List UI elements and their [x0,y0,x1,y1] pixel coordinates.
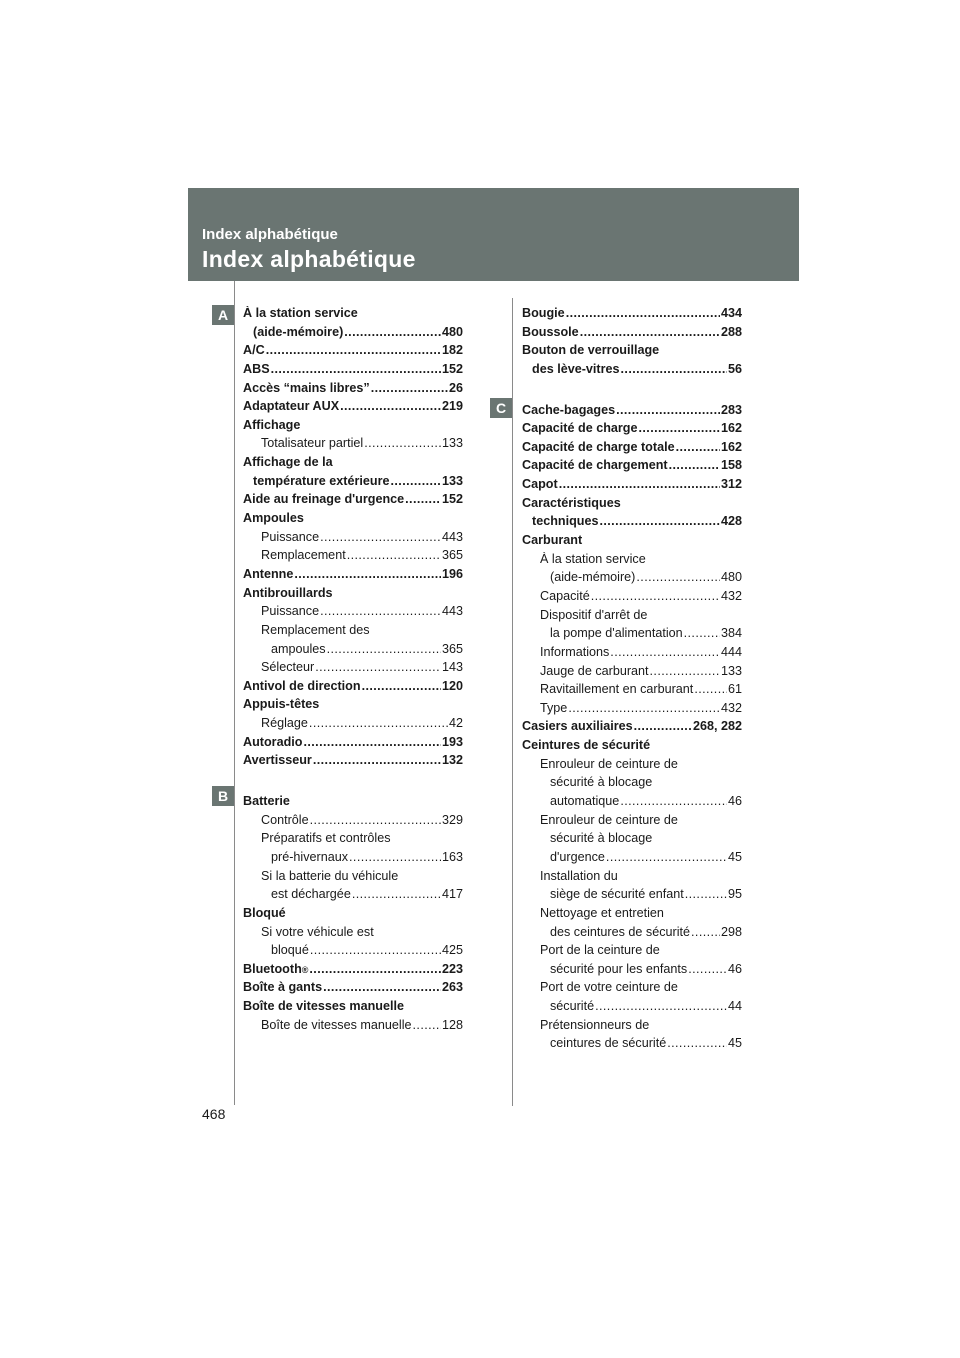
page-reference[interactable]: 133 [441,436,463,451]
page-reference[interactable]: 432 [720,588,742,603]
page-reference[interactable]: 44 [727,999,742,1014]
dot-leader [595,999,727,1013]
page-reference[interactable]: 432 [720,700,742,715]
page-reference[interactable]: 444 [720,644,742,659]
dot-leader [309,962,441,976]
index-heading [243,511,463,530]
entry-label: pré-hivernaux [271,849,349,864]
dot-leader [667,1036,727,1050]
index-subentry [522,869,742,888]
entry-label: Cache-bagages [522,402,616,417]
dot-leader [620,794,727,808]
entry-label: Bloqué [243,905,286,920]
index-heading [243,794,463,813]
entry-label: Nettoyage et entretien [540,905,664,920]
dot-leader [349,850,441,864]
entry-label: À la station service [540,551,646,566]
page-reference[interactable]: 417 [441,887,463,902]
dot-leader [266,343,441,357]
page-reference[interactable]: 56 [727,361,742,376]
page-reference[interactable]: 45 [727,1036,742,1051]
index-subentry[interactable] [522,664,742,683]
index-subentry[interactable] [522,589,742,608]
dot-leader [591,589,720,603]
index-heading[interactable] [243,325,463,344]
index-subentry [522,775,742,794]
dot-leader [691,925,720,939]
page-reference[interactable]: 329 [441,812,463,827]
index-subentry[interactable] [243,436,463,455]
entry-label: est déchargée [271,887,351,902]
index-heading[interactable] [522,514,742,533]
page-reference[interactable]: 288 [720,324,742,339]
index-subentry[interactable] [243,1018,463,1037]
entry-label: (aide-mémoire) [550,570,636,585]
dot-leader [568,701,720,715]
index-subentry [522,831,742,850]
index-subentry[interactable] [522,682,742,701]
page-reference[interactable]: 128 [441,1017,463,1032]
index-heading [522,496,742,515]
dot-leader [606,850,727,864]
index-subentry[interactable] [522,925,742,944]
index-heading[interactable] [243,735,463,754]
section-tab-a[interactable]: A [212,305,234,325]
chapter-header [188,188,799,281]
index-subentry [522,552,742,571]
dot-leader [391,474,441,488]
index-subentry [522,906,742,925]
page-reference[interactable]: 443 [441,529,463,544]
entry-label: température extérieure [253,473,390,488]
entry-label: siège de sécurité enfant [550,887,684,902]
index-heading[interactable] [243,679,463,698]
column-divider-rule [512,298,513,1106]
dot-leader [347,548,441,562]
page-number: 468 [202,1106,226,1122]
dot-leader [694,682,727,696]
dot-leader [323,980,441,994]
page-reference[interactable]: 46 [727,794,742,809]
index-subentry[interactable] [243,850,463,869]
dot-leader [669,458,720,472]
entry-label: Type [540,700,568,715]
index-subentry [522,757,742,776]
index-subentry[interactable] [522,645,742,664]
entry-label: Jauge de carburant [540,663,649,678]
dot-leader [315,660,441,674]
page-reference[interactable]: 263 [441,980,463,995]
entry-label: Sélecteur [261,660,315,675]
page-reference[interactable]: 152 [441,361,463,376]
dot-leader [294,567,441,581]
page-reference[interactable]: 443 [441,604,463,619]
dot-leader [344,325,441,339]
index-subentry[interactable] [243,887,463,906]
index-heading[interactable] [243,962,463,981]
dot-leader [621,362,727,376]
entry-label: Port de votre ceinture de [540,980,678,995]
index-subentry[interactable] [243,548,463,567]
index-subentry[interactable] [243,604,463,623]
index-heading[interactable] [243,399,463,418]
entry-label: Capot [522,477,558,492]
entry-label: Appuis-têtes [243,697,320,712]
page-reference[interactable]: 133 [720,663,742,678]
index-heading [522,738,742,757]
index-subentry [243,831,463,850]
dot-leader [580,325,720,339]
entry-label: Enrouleur de ceinture de [540,812,678,827]
entry-label: ceintures de sécurité [550,1036,667,1051]
section-tab-c[interactable]: C [490,398,512,418]
page-reference[interactable]: 45 [727,849,742,864]
index-subentry [522,1018,742,1037]
entry-label: Autoradio [243,734,303,749]
chapter-subtitle: Index alphabétique [202,226,338,243]
dot-leader [599,514,720,528]
index-subentry[interactable] [522,626,742,645]
dot-leader [320,530,441,544]
entry-label: Capacité de charge [522,421,638,436]
entry-label: des lève-vitres [532,361,620,376]
entry-label: la pompe d'alimentation [550,626,683,641]
index-subentry [522,608,742,627]
dot-leader [352,887,441,901]
entry-label: Carburant [522,533,583,548]
entry-label: Dispositif d'arrêt de [540,607,648,622]
dot-leader [676,440,720,454]
index-heading [243,906,463,925]
entry-label: Boîte de vitesses manuelle [261,1017,412,1032]
index-heading[interactable] [243,343,463,362]
page-reference[interactable]: 182 [441,343,463,358]
dot-leader [310,813,441,827]
entry-label: automatique [550,794,620,809]
page-reference[interactable]: 152 [441,492,463,507]
page-reference[interactable]: 46 [727,961,742,976]
dot-leader [303,735,441,749]
page-reference[interactable]: 133 [441,473,463,488]
page-reference[interactable]: 480 [441,324,463,339]
entry-label: Puissance [261,529,320,544]
page-reference[interactable]: 365 [441,548,463,563]
entry-label: Affichage de la [243,455,333,470]
entry-label: Ampoules [243,511,304,526]
entry-label: Réglage [261,716,308,731]
left-margin-rule [234,281,235,1105]
index-subentry [243,623,463,642]
index-heading[interactable] [243,492,463,511]
index-heading [243,586,463,605]
index-subentry[interactable] [522,887,742,906]
index-heading[interactable] [243,381,463,400]
section-gap [522,381,742,403]
page-reference[interactable]: 384 [720,626,742,641]
index-subentry[interactable] [522,570,742,589]
entry-label: Avertisseur [243,753,312,768]
dot-leader [616,403,720,417]
entry-label: À la station service [243,306,358,320]
index-subentry [243,925,463,944]
entry-label: Capacité [540,588,590,603]
entry-label: Bougie [522,306,565,320]
entry-label: Adaptateur AUX [243,399,340,414]
index-subentry [522,943,742,962]
dot-leader [650,664,720,678]
dot-leader [371,381,448,395]
entry-label: Bluetooth [243,961,302,976]
entry-label: Caractéristiques [522,495,621,510]
entry-label: Affichage [243,417,301,432]
dot-leader [362,679,441,693]
dot-leader [639,421,720,435]
index-heading [522,533,742,552]
dot-leader [313,753,441,767]
page-reference[interactable]: 132 [441,753,463,768]
entry-label: des ceintures de sécurité [550,924,691,939]
dot-leader [559,477,720,491]
entry-label: Batterie [243,794,290,809]
index-heading[interactable] [243,362,463,381]
dot-leader [364,436,441,450]
dot-leader [413,1018,441,1032]
section-tab-b[interactable]: B [212,786,234,806]
index-heading[interactable] [243,753,463,772]
dot-leader [327,642,441,656]
registered-mark: ® [301,964,309,975]
index-heading[interactable] [243,567,463,586]
index-subentry[interactable] [522,794,742,813]
index-heading [243,999,463,1018]
dot-leader [610,645,720,659]
page-reference[interactable]: 120 [441,678,463,693]
entry-label: Boîte de vitesses manuelle [243,999,404,1014]
entry-label: Contrôle [261,812,309,827]
index-heading[interactable] [522,306,742,325]
entry-label: Port de la ceinture de [540,943,660,958]
index-heading[interactable] [522,719,742,738]
index-subentry[interactable] [243,642,463,661]
page-reference[interactable]: 143 [441,660,463,675]
page-reference[interactable]: 298 [720,924,742,939]
entry-label: Casiers auxiliaires [522,719,633,734]
index-heading [243,697,463,716]
index-heading [243,306,463,325]
page-reference[interactable]: 219 [441,399,463,414]
entry-label: Remplacement des [261,622,370,637]
index-heading [243,455,463,474]
dot-leader [310,943,441,957]
entry-label: sécurité pour les enfants [550,961,688,976]
entry-label: Remplacement [261,548,346,563]
index-subentry[interactable] [243,716,463,735]
dot-leader [688,962,727,976]
dot-leader [309,716,448,730]
index-column-left [243,306,463,1036]
page-reference[interactable]: 268, 282 [692,719,742,734]
entry-label: Accès “mains libres” [243,380,370,395]
index-heading[interactable] [522,325,742,344]
page-reference[interactable]: 434 [720,306,742,320]
dot-leader [566,306,720,320]
entry-label: Ravitaillement en carburant [540,682,694,697]
dot-leader [685,887,727,901]
page-reference[interactable]: 365 [441,641,463,656]
index-subentry[interactable] [243,660,463,679]
dot-leader [271,362,441,376]
index-heading[interactable] [522,362,742,381]
index-subentry[interactable] [522,850,742,869]
page-reference[interactable]: 95 [727,887,742,902]
entry-label: Prétensionneurs de [540,1017,650,1032]
index-heading[interactable] [522,458,742,477]
entry-label: Totalisateur partiel [261,436,364,451]
dot-leader [684,626,720,640]
entry-label: d'urgence [550,849,605,864]
page-reference[interactable]: 312 [720,477,742,492]
index-heading[interactable] [522,421,742,440]
index-heading [522,343,742,362]
index-heading[interactable] [243,980,463,999]
dot-leader [340,399,441,413]
index-subentry [522,980,742,999]
index-subentry[interactable] [522,999,742,1018]
page-reference[interactable]: 42 [448,716,463,731]
index-subentry[interactable] [243,943,463,962]
entry-label: Antibrouillards [243,585,333,600]
page-reference[interactable]: 162 [720,421,742,436]
page-title: Index alphabétique [202,246,416,272]
entry-label: Antenne [243,566,294,581]
index-subentry[interactable] [243,813,463,832]
entry-label: techniques [532,514,599,529]
section-gap [243,772,463,794]
entry-label: sécurité à blocage [550,831,653,846]
page-reference[interactable]: 428 [720,514,742,529]
index-subentry [522,813,742,832]
page-reference[interactable]: 480 [720,570,742,585]
entry-label: A/C [243,343,265,358]
index-subentry[interactable] [522,1036,742,1055]
index-subentry [243,869,463,888]
page-reference[interactable]: 193 [441,734,463,749]
entry-label: ampoules [271,641,326,656]
entry-label: sécurité à blocage [550,775,653,790]
entry-label: Ceintures de sécurité [522,738,651,753]
index-subentry[interactable] [243,530,463,549]
page-reference[interactable]: 196 [441,566,463,581]
index-heading[interactable] [522,477,742,496]
entry-label: Capacité de chargement [522,458,668,473]
index-heading [243,418,463,437]
dot-leader [634,719,692,733]
page-reference[interactable]: 425 [441,943,463,958]
entry-label: Si la batterie du véhicule [261,868,399,883]
entry-label: Bouton de verrouillage [522,343,660,358]
index-subentry[interactable] [522,962,742,981]
page-reference[interactable]: 283 [720,402,742,417]
entry-label: Préparatifs et contrôles [261,831,391,846]
page-reference[interactable]: 163 [441,849,463,864]
dot-leader [405,492,441,506]
page-reference[interactable]: 61 [727,682,742,697]
page-reference[interactable]: 223 [441,961,463,976]
index-heading[interactable] [243,474,463,493]
dot-leader [320,604,441,618]
entry-label: Antivol de direction [243,678,361,693]
entry-label: bloqué [271,943,309,958]
entry-label: Informations [540,644,610,659]
index-heading[interactable] [522,440,742,459]
entry-label: Aide au freinage d'urgence [243,492,405,507]
entry-label: sécurité [550,999,595,1014]
index-heading[interactable] [522,403,742,422]
page-reference[interactable]: 162 [720,439,742,454]
entry-label: Boussole [522,324,579,339]
entry-label: Capacité de charge totale [522,439,675,454]
dot-leader [636,570,720,584]
entry-label: ABS [243,361,270,376]
entry-label: Puissance [261,604,320,619]
entry-label: Boîte à gants [243,980,323,995]
entry-label: Si votre véhicule est [261,924,374,939]
entry-label: (aide-mémoire) [253,324,344,339]
page-reference[interactable]: 158 [720,458,742,473]
index-subentry[interactable] [522,701,742,720]
entry-label: Enrouleur de ceinture de [540,756,678,771]
entry-label: Installation du [540,868,618,883]
page-reference[interactable]: 26 [448,380,463,395]
index-column-right [522,306,742,1055]
